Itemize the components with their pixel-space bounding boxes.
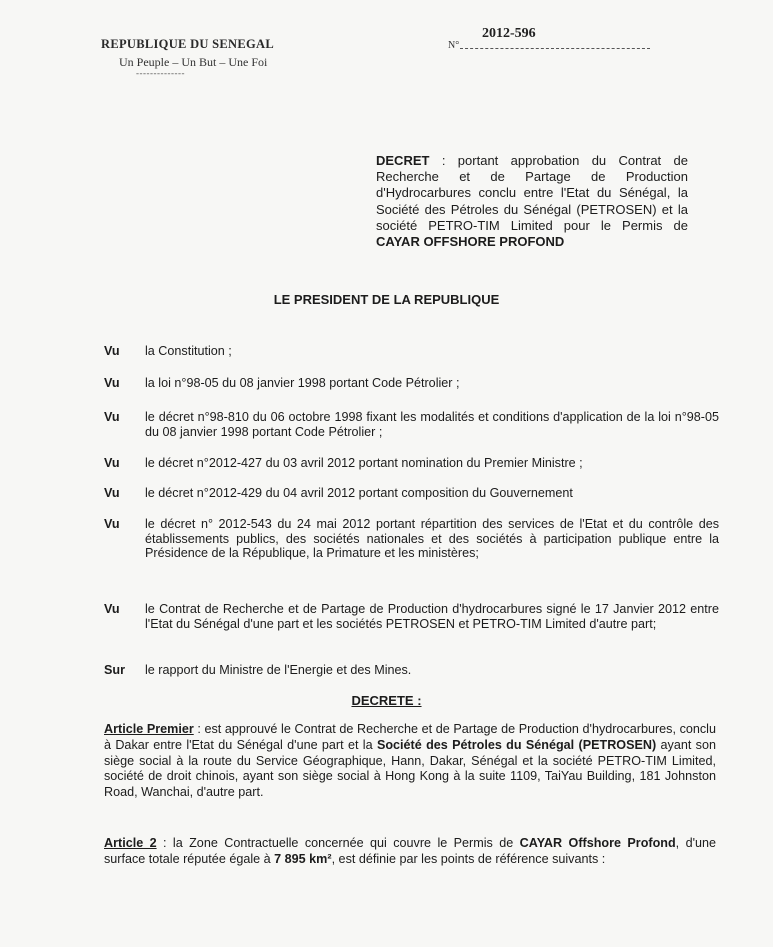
decree-number: 2012-596 [482, 26, 536, 41]
article-text: : est approuvé le Contrat de Recherche et de Partage de Production d'hydrocarbures, conclu à Dakar entre l'Etat du Sénégal d'une part et la [104, 722, 716, 752]
header-separator: -------------- [136, 68, 185, 78]
decrete-heading: DECRETE : [351, 693, 422, 708]
republic-name: REPUBLIQUE DU SENEGAL [101, 37, 274, 51]
vu-key: Vu [104, 517, 120, 531]
article-2 [104, 836, 716, 868]
vu-text: le rapport du Ministre de l'Energie et des Mines. [145, 663, 412, 677]
vu-key: Vu [104, 456, 120, 470]
vu-key: Sur [104, 663, 125, 677]
article-text: ayant son siège social à la route du Service Géographique, Hann, Dakar, Sénégal et la société PETRO-TIM Limited, société de droit chinois, ayant son siège social à Hong Kong à la suite 1109, TaiYau Building, 181 Johnston Road, Wanchai, d'autre part. [104, 737, 716, 800]
vu-text: la loi n°98-05 du 08 janvier 1998 portant Code Pétrolier ; [145, 376, 460, 390]
permit-name: CAYAR OFFSHORE PROFOND [376, 234, 565, 250]
president-heading: LE PRESIDENT DE LA REPUBLIQUE [273, 292, 500, 307]
decree-number-line [460, 48, 650, 49]
vu-text: le décret n°98-810 du 06 octobre 1998 fixant les modalités et conditions d'application de la loi n°98-05 du 08 janvier 1998 portant Code Pétrolier ; [145, 410, 719, 439]
vu-text: la Constitution ; [145, 344, 232, 358]
vu-text: le décret n°2012-429 du 04 avril 2012 portant composition du Gouvernement [145, 486, 573, 500]
article-label: Article 2 [104, 836, 157, 850]
article-text: , est définie par les points de référence suivants : [331, 851, 606, 866]
article-area: 7 895 km² [274, 851, 332, 866]
vu-text: le décret n° 2012-543 du 24 mai 2012 portant répartition des services de l'Etat et du contrôle des établissements publics, des sociétés nationales et des sociétés à participation publique entre la Présidence de la République, la Primature et les ministères; [145, 517, 719, 561]
article-bold-text: Société des Pétroles du Sénégal (PETROSEN) [376, 737, 657, 752]
article-text: , d'une surface totale réputée égale à [104, 836, 716, 866]
vu-text: le Contrat de Recherche et de Partage de Production d'hydrocarbures signé le 17 Janvier 2012 entre l'Etat du Sénégal d'une part et les sociétés PETROSEN et PETRO-TIM Limited d'autre part; [145, 602, 719, 631]
vu-key: Vu [104, 376, 120, 390]
vu-text: le décret n°2012-427 du 03 avril 2012 portant nomination du Premier Ministre ; [145, 456, 583, 470]
decree-label: DECRET [376, 153, 430, 168]
decree-number-label: N° [448, 40, 460, 51]
national-motto: Un Peuple – Un But – Une Foi [119, 55, 268, 69]
article-text: : la Zone Contractuelle concernée qui couvre le Permis de [156, 836, 520, 850]
article-premier [104, 722, 716, 801]
decree-title [376, 153, 688, 250]
vu-key: Vu [104, 486, 120, 500]
vu-key: Vu [104, 602, 120, 616]
vu-key: Vu [104, 344, 120, 358]
article-label: Article Premier [104, 722, 194, 736]
decree-title-text: : portant approbation du Contrat de Recherche et de Partage de Production d'Hydrocarbures conclu entre l'Etat du Sénégal, la Société des Pétroles du Sénégal (PETROSEN) et la société PETRO-TIM Limited pour le Permis de [376, 153, 688, 233]
article-permit-name: CAYAR Offshore Profond [519, 836, 676, 850]
vu-key: Vu [104, 410, 120, 424]
